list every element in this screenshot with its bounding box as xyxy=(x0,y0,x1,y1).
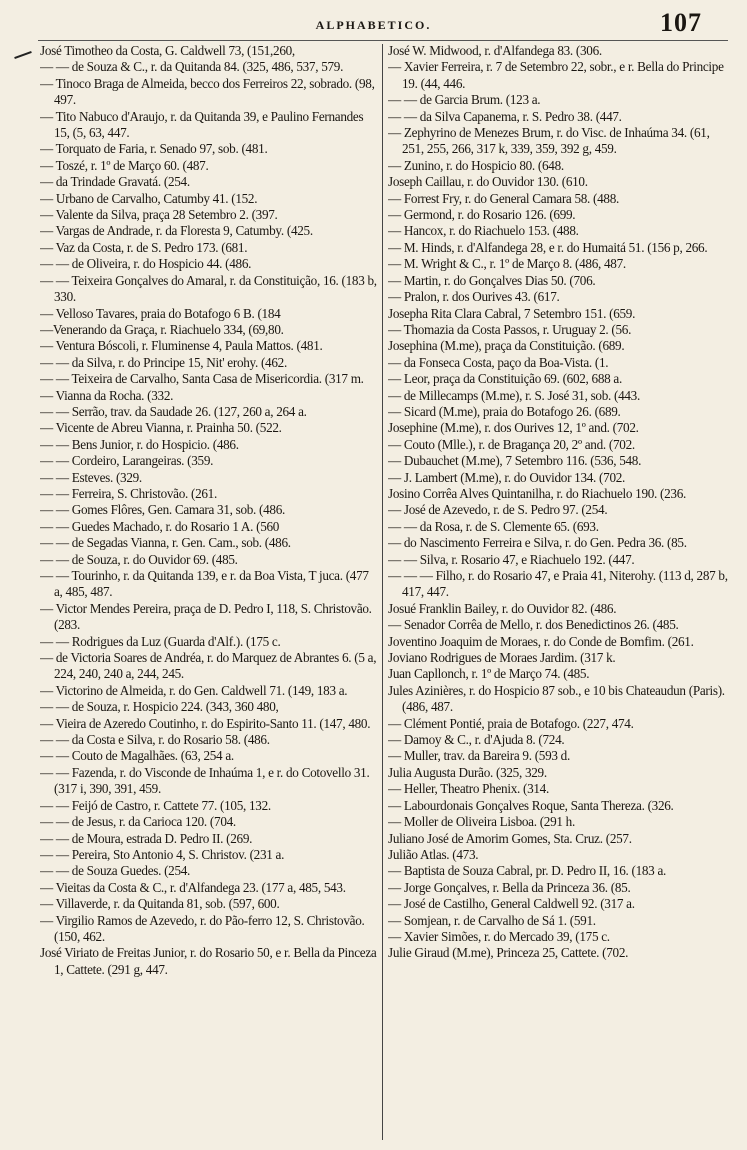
directory-entry: — Couto (Mlle.), r. de Bragança 20, 2º and. (702. xyxy=(388,436,635,452)
directory-entry: — — Teixeira Gonçalves do Amaral, r. da Constituição, 16. (183 b, 330. xyxy=(40,272,377,305)
directory-entry: Joventino Joaquim de Moraes, r. do Conde de Bomfim. (261. xyxy=(388,633,694,649)
directory-entry: José W. Midwood, r. d'Alfandega 83. (306. xyxy=(388,43,602,58)
right-column xyxy=(388,43,728,1143)
directory-entry: — Clément Pontié, praia de Botafogo. (227, 474. xyxy=(388,715,634,731)
directory-entry: Juan Capllonch, r. 1º de Março 74. (485. xyxy=(388,666,590,682)
running-header: ALPHABETICO. xyxy=(315,18,432,32)
directory-entry: — — de Souza Guedes. (254. xyxy=(40,863,191,879)
directory-entry: — — de Souza, r. do Ouvidor 69. (485. xyxy=(40,551,238,567)
directory-entry: — Vaz da Costa, r. de S. Pedro 173. (681. xyxy=(40,239,248,255)
directory-entry: — — de Oliveira, r. do Hospicio 44. (486. xyxy=(40,256,252,272)
directory-entry: Josephine (M.me), r. dos Ourives 12, 1º and. (702. xyxy=(388,420,639,436)
directory-entry: — Baptista de Souza Cabral, pr. D. Pedro II, 16. (183 a. xyxy=(388,863,667,879)
directory-entry: — da Trindade Gravatá. (254. xyxy=(40,174,190,190)
directory-entry: — M. Hinds, r. d'Alfandega 28, e r. do Humaitá 51. (156 p, 266. xyxy=(388,239,708,255)
directory-entry: — — de Souza & C., r. da Quitanda 84. (325, 486, 537, 579. xyxy=(40,59,344,75)
directory-entry: Juliano José de Amorim Gomes, Sta. Cruz. (257. xyxy=(388,830,632,846)
directory-entry: — Labourdonais Gonçalves Roque, Santa Thereza. (326. xyxy=(388,797,674,813)
directory-entry: — Hancox, r. do Riachuelo 153. (488. xyxy=(388,223,579,239)
directory-entry: Josepha Rita Clara Cabral, 7 Setembro 151. (659. xyxy=(388,305,636,321)
directory-entry: Julie Giraud (M.me), Princeza 25, Cattete. (702. xyxy=(388,945,629,961)
directory-entry: — do Nascimento Ferreira e Silva, r. do Gen. Pedra 36. (85. xyxy=(388,535,687,551)
directory-entry: — Xavier Simões, r. do Mercado 39, (175 c. xyxy=(388,928,610,944)
directory-entry: — — Bens Junior, r. do Hospicio. (486. xyxy=(40,436,239,452)
directory-entry: — — de Jesus, r. da Carioca 120. (704. xyxy=(40,814,236,830)
directory-entry: — Heller, Theatro Phenix. (314. xyxy=(388,781,549,797)
directory-entry: Joseph Caillau, r. do Ouvidor 130. (610. xyxy=(388,174,588,190)
directory-entry: — Victor Mendes Pereira, praça de D. Pedro I, 118, S. Christovão. (283. xyxy=(40,600,372,633)
directory-entry: —Venerando da Graça, r. Riachuelo 334, (69,80. xyxy=(40,321,284,337)
directory-entry: — — Rodrigues da Luz (Guarda d'Alf.). (175 c. xyxy=(40,633,281,649)
directory-entry: — Zephyrino de Menezes Brum, r. do Visc. de Inhaúma 34. (61, 251, 255, 266, 317 k, 339, 359, 392 g, 459. xyxy=(388,125,710,157)
directory-entry: — Virgilio Ramos de Azevedo, r. do Pão-ferro 12, S. Christovão. (150, 462. xyxy=(40,912,365,944)
directory-entry: — J. Lambert (M.me), r. do Ouvidor 134. (702. xyxy=(388,469,626,485)
directory-entry: — Zunino, r. do Hospicio 80. (648. xyxy=(388,157,564,173)
directory-entry: — Vieitas da Costa & C., r. d'Alfandega 23. (177 a, 485, 543. xyxy=(40,879,346,895)
directory-entry: — José de Castilho, General Caldwell 92. (317 a. xyxy=(388,896,635,912)
directory-entry: — Tito Nabuco d'Araujo, r. da Quitanda 39, e Paulino Fernandes 15, (5, 63, 447. xyxy=(40,108,364,141)
directory-entry: — Thomazia da Costa Passos, r. Uruguay 2. (56. xyxy=(388,321,632,337)
directory-entry: — Forrest Fry, r. do General Camara 58. (488. xyxy=(388,190,620,206)
margin-pencil-mark xyxy=(14,51,32,59)
directory-entry: Julião Atlas. (473. xyxy=(388,846,479,862)
directory-entry: Julia Augusta Durão. (325, 329. xyxy=(388,764,547,780)
directory-entry: — Vicente de Abreu Vianna, r. Prainha 50. (522. xyxy=(40,420,282,436)
directory-entry: — — da Silva, r. do Principe 15, Nit' erohy. (462. xyxy=(40,354,287,370)
page-number: 107 xyxy=(660,8,702,37)
directory-entry: — Somjean, r. de Carvalho de Sá 1. (591. xyxy=(388,912,596,928)
directory-entry: — Urbano de Carvalho, Catumby 41. (152. xyxy=(40,190,258,206)
directory-entry: — — Couto de Magalhães. (63, 254 a. xyxy=(40,748,234,764)
directory-entry: — — Pereira, Sto Antonio 4, S. Christov. (231 a. xyxy=(40,846,285,862)
header-rule xyxy=(38,40,728,41)
directory-entry: — — de Garcia Brum. (123 a. xyxy=(388,92,541,108)
directory-entry: — Dubauchet (M.me), 7 Setembro 116. (536, 548. xyxy=(388,453,642,469)
directory-entry: — de Victoria Soares de Andréa, r. do Marquez de Abrantes 6. (5 a, 224, 240, 240 a, 244, 245. xyxy=(40,650,377,682)
directory-entry: — Velloso Tavares, praia do Botafogo 6 B. (184 xyxy=(40,305,281,321)
directory-entry: — Sicard (M.me), praia do Botafogo 26. (689. xyxy=(388,403,621,419)
directory-entry: — — — Filho, r. do Rosario 47, e Praia 41, Niterohy. (113 d, 287 b, 417, 447. xyxy=(388,568,728,600)
directory-entry: — Jorge Gonçalves, r. Bella da Princeza 36. (85. xyxy=(388,879,631,895)
directory-entry: — — Feijó de Castro, r. Cattete 77. (105, 132. xyxy=(40,797,271,813)
directory-entry: — Martin, r. do Gonçalves Dias 50. (706. xyxy=(388,272,596,288)
left-column xyxy=(40,43,380,1143)
directory-entry: — Vieira de Azeredo Coutinho, r. do Espirito-Santo 11. (147, 480. xyxy=(40,715,371,731)
directory-entry: José Timotheo da Costa, G. Caldwell 73, (151,260, xyxy=(40,43,295,58)
directory-entry: — — Teixeira de Carvalho, Santa Casa de Misericordia. (317 m. xyxy=(40,371,364,387)
directory-entry: — Torquato de Faria, r. Senado 97, sob. (481. xyxy=(40,141,268,157)
directory-entry: — — de Segadas Vianna, r. Gen. Cam., sob. (486. xyxy=(40,535,291,551)
directory-entry: — Senador Corrêa de Mello, r. dos Benedictinos 26. (485. xyxy=(388,617,679,633)
directory-entry: — Vianna da Rocha. (332. xyxy=(40,387,174,403)
directory-entry: — Valente da Silva, praça 28 Setembro 2. (397. xyxy=(40,207,278,223)
column-divider xyxy=(382,44,383,1140)
directory-entry: — — da Costa e Silva, r. do Rosario 58. (486. xyxy=(40,732,270,748)
directory-entry: — de Millecamps (M.me), r. S. José 31, sob. (443. xyxy=(388,387,640,403)
directory-entry: — Xavier Ferreira, r. 7 de Setembro 22, sobr., e r. Bella do Principe 19. (44, 446. xyxy=(388,59,724,91)
directory-entry: — José de Azevedo, r. de S. Pedro 97. (254. xyxy=(388,502,608,518)
directory-entry: — — Serrão, trav. da Saudade 26. (127, 260 a, 264 a. xyxy=(40,403,307,419)
directory-entry: — — de Souza, r. Hospicio 224. (343, 360 480, xyxy=(40,699,279,715)
directory-entry: — Ventura Bóscoli, r. Fluminense 4, Paula Mattos. (481. xyxy=(40,338,323,354)
directory-entry: — Toszé, r. 1º de Março 60. (487. xyxy=(40,157,209,173)
directory-entry: — Pralon, r. dos Ourives 43. (617. xyxy=(388,289,560,305)
directory-entry: — Muller, trav. da Bareira 9. (593 d. xyxy=(388,748,570,764)
directory-entry: — Vargas de Andrade, r. da Floresta 9, Catumby. (425. xyxy=(40,223,313,239)
directory-entry: — — Silva, r. Rosario 47, e Riachuelo 192. (447. xyxy=(388,551,635,567)
directory-entry: — Tinoco Braga de Almeida, becco dos Ferreiros 22, sobrado. (98, 497. xyxy=(40,75,375,108)
directory-entry: — — da Rosa, r. de S. Clemente 65. (693. xyxy=(388,518,599,534)
directory-entry: — Leor, praça da Constituição 69. (602, 688 a. xyxy=(388,371,622,387)
directory-entry: — Germond, r. do Rosario 126. (699. xyxy=(388,207,576,223)
directory-entry: Josué Franklin Bailey, r. do Ouvidor 82. (486. xyxy=(388,600,617,616)
directory-entry: — da Fonseca Costa, paço da Boa-Vista. (1. xyxy=(388,354,609,370)
directory-entry: Joviano Rodrigues de Moraes Jardim. (317 k. xyxy=(388,650,616,666)
directory-entry: — — da Silva Capanema, r. S. Pedro 38. (447. xyxy=(388,108,622,124)
directory-entry: Josephina (M.me), praça da Constituição. (689. xyxy=(388,338,625,354)
directory-entry: — — Guedes Machado, r. do Rosario 1 A. (560 xyxy=(40,518,280,534)
directory-entry: — Villaverde, r. da Quitanda 81, sob. (597, 600. xyxy=(40,896,280,912)
directory-entry: Josino Corrêa Alves Quintanilha, r. do Riachuelo 190. (236. xyxy=(388,485,687,501)
directory-entry: — Victorino de Almeida, r. do Gen. Caldwell 71. (149, 183 a. xyxy=(40,682,348,698)
directory-entry: — Moller de Oliveira Lisboa. (291 h. xyxy=(388,814,575,830)
directory-entry: — — Tourinho, r. da Quitanda 139, e r. da Boa Vista, T juca. (477 a, 485, 487. xyxy=(40,568,369,600)
directory-entry: — — Esteves. (329. xyxy=(40,469,142,485)
directory-entry: José Viriato de Freitas Junior, r. do Rosario 50, e r. Bella da Pinceza 1, Cattete. (291 g, 447. xyxy=(40,945,377,977)
directory-entry: — M. Wright & C., r. 1º de Março 8. (486, 487. xyxy=(388,256,626,272)
directory-entry: — — Fazenda, r. do Visconde de Inhaúma 1, e r. do Cotovello 31. (317 i, 390, 391, 459. xyxy=(40,764,370,797)
directory-entry: — — Cordeiro, Larangeiras. (359. xyxy=(40,453,214,469)
directory-entry: — Damoy & C., r. d'Ajuda 8. (724. xyxy=(388,732,565,748)
directory-entry: — — de Moura, estrada D. Pedro II. (269. xyxy=(40,830,253,846)
directory-entry: Jules Azinières, r. do Hospicio 87 sob., e 10 bis Chateaudun (Paris). (486, 487. xyxy=(388,682,725,715)
directory-entry: — — Gomes Flôres, Gen. Camara 31, sob. (486. xyxy=(40,502,286,518)
directory-entry: — — Ferreira, S. Christovão. (261. xyxy=(40,485,217,501)
